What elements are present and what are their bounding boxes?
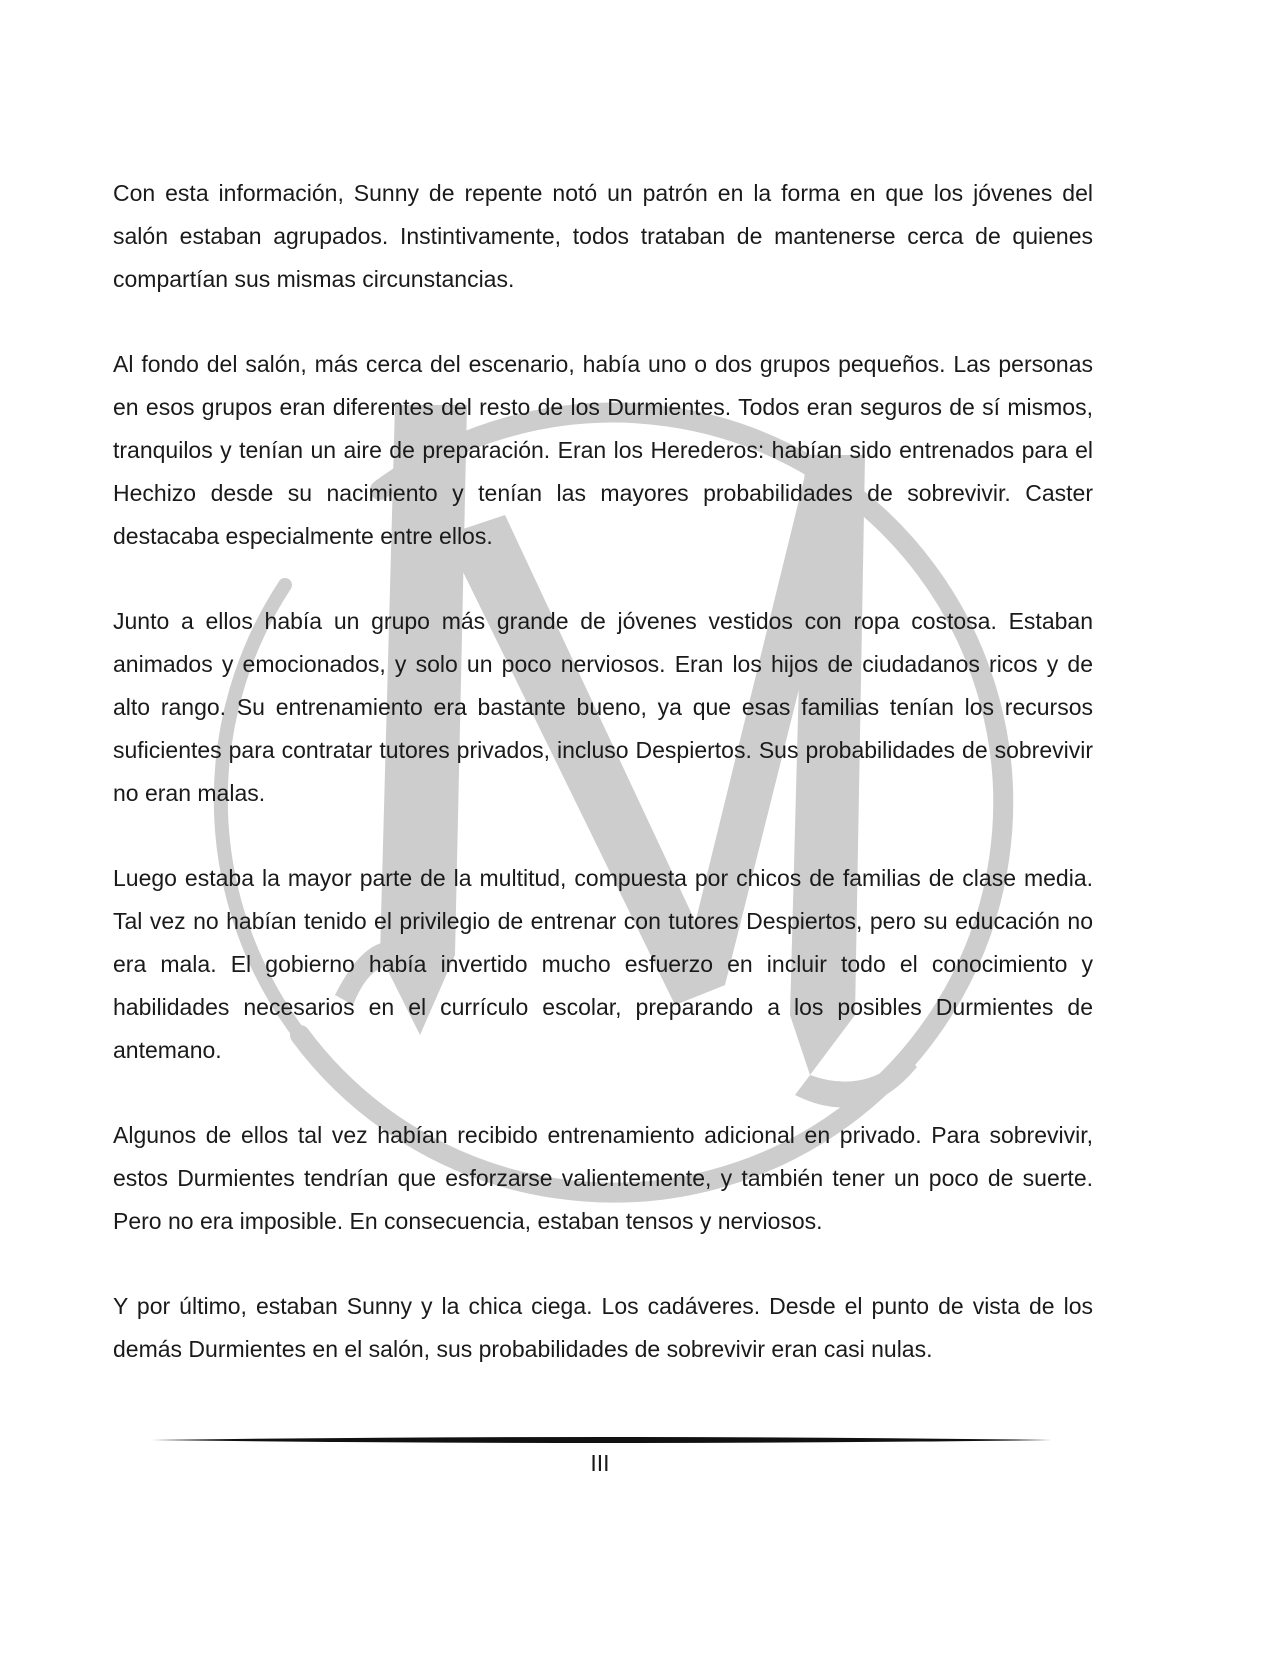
page-body [113,172,1093,1413]
footer-divider [152,1434,1052,1446]
page-number: III [590,1450,610,1476]
paragraph-3: Junto a ellos había un grupo más grande de jóvenes vestidos con ropa costosa. Estaban animados y emocionados, y solo un poco nerviosos. Eran los hijos de ciudadanos ricos y de alto rango. Su entrenamiento era bastante bueno, ya que esas familias tenían los recursos suficientes para contratar tutores privados, incluso Despiertos. Sus probabilidades de sobrevivir no eran malas. [113,608,1093,806]
paragraph-1: Con esta información, Sunny de repente notó un patrón en la forma en que los jóvenes del salón estaban agrupados. Instintivamente, todos trataban de mantenerse cerca de quienes compartían sus mismas circunstancias. [113,180,1093,292]
paragraph-4: Luego estaba la mayor parte de la multitud, compuesta por chicos de familias de clase media. Tal vez no habían tenido el privilegio de entrenar con tutores Despiertos, pero su educación no era mala. El gobierno había invertido mucho esfuerzo en incluir todo el conocimiento y habilidades necesarios en el currículo escolar, preparando a los posibles Durmientes de antemano. [113,865,1093,1063]
paragraph-6: Y por último, estaban Sunny y la chica ciega. Los cadáveres. Desde el punto de vista de los demás Durmientes en el salón, sus probabilidades de sobrevivir eran casi nulas. [113,1293,1093,1362]
paragraph-5: Algunos de ellos tal vez habían recibido entrenamiento adicional en privado. Para sobrevivir, estos Durmientes tendrían que esforzarse valientemente, y también tener un poco de suerte. Pero no era imposible. En consecuencia, estaban tensos y nerviosos. [113,1122,1093,1234]
paragraph-2: Al fondo del salón, más cerca del escenario, había uno o dos grupos pequeños. Las personas en esos grupos eran diferentes del resto de los Durmientes. Todos eran seguros de sí mismos, tranquilos y tenían un aire de preparación. Eran los Herederos: habían sido entrenados para el Hechizo desde su nacimiento y tenían las mayores probabilidades de sobrevivir. Caster destacaba especialmente entre ellos. [113,351,1093,549]
